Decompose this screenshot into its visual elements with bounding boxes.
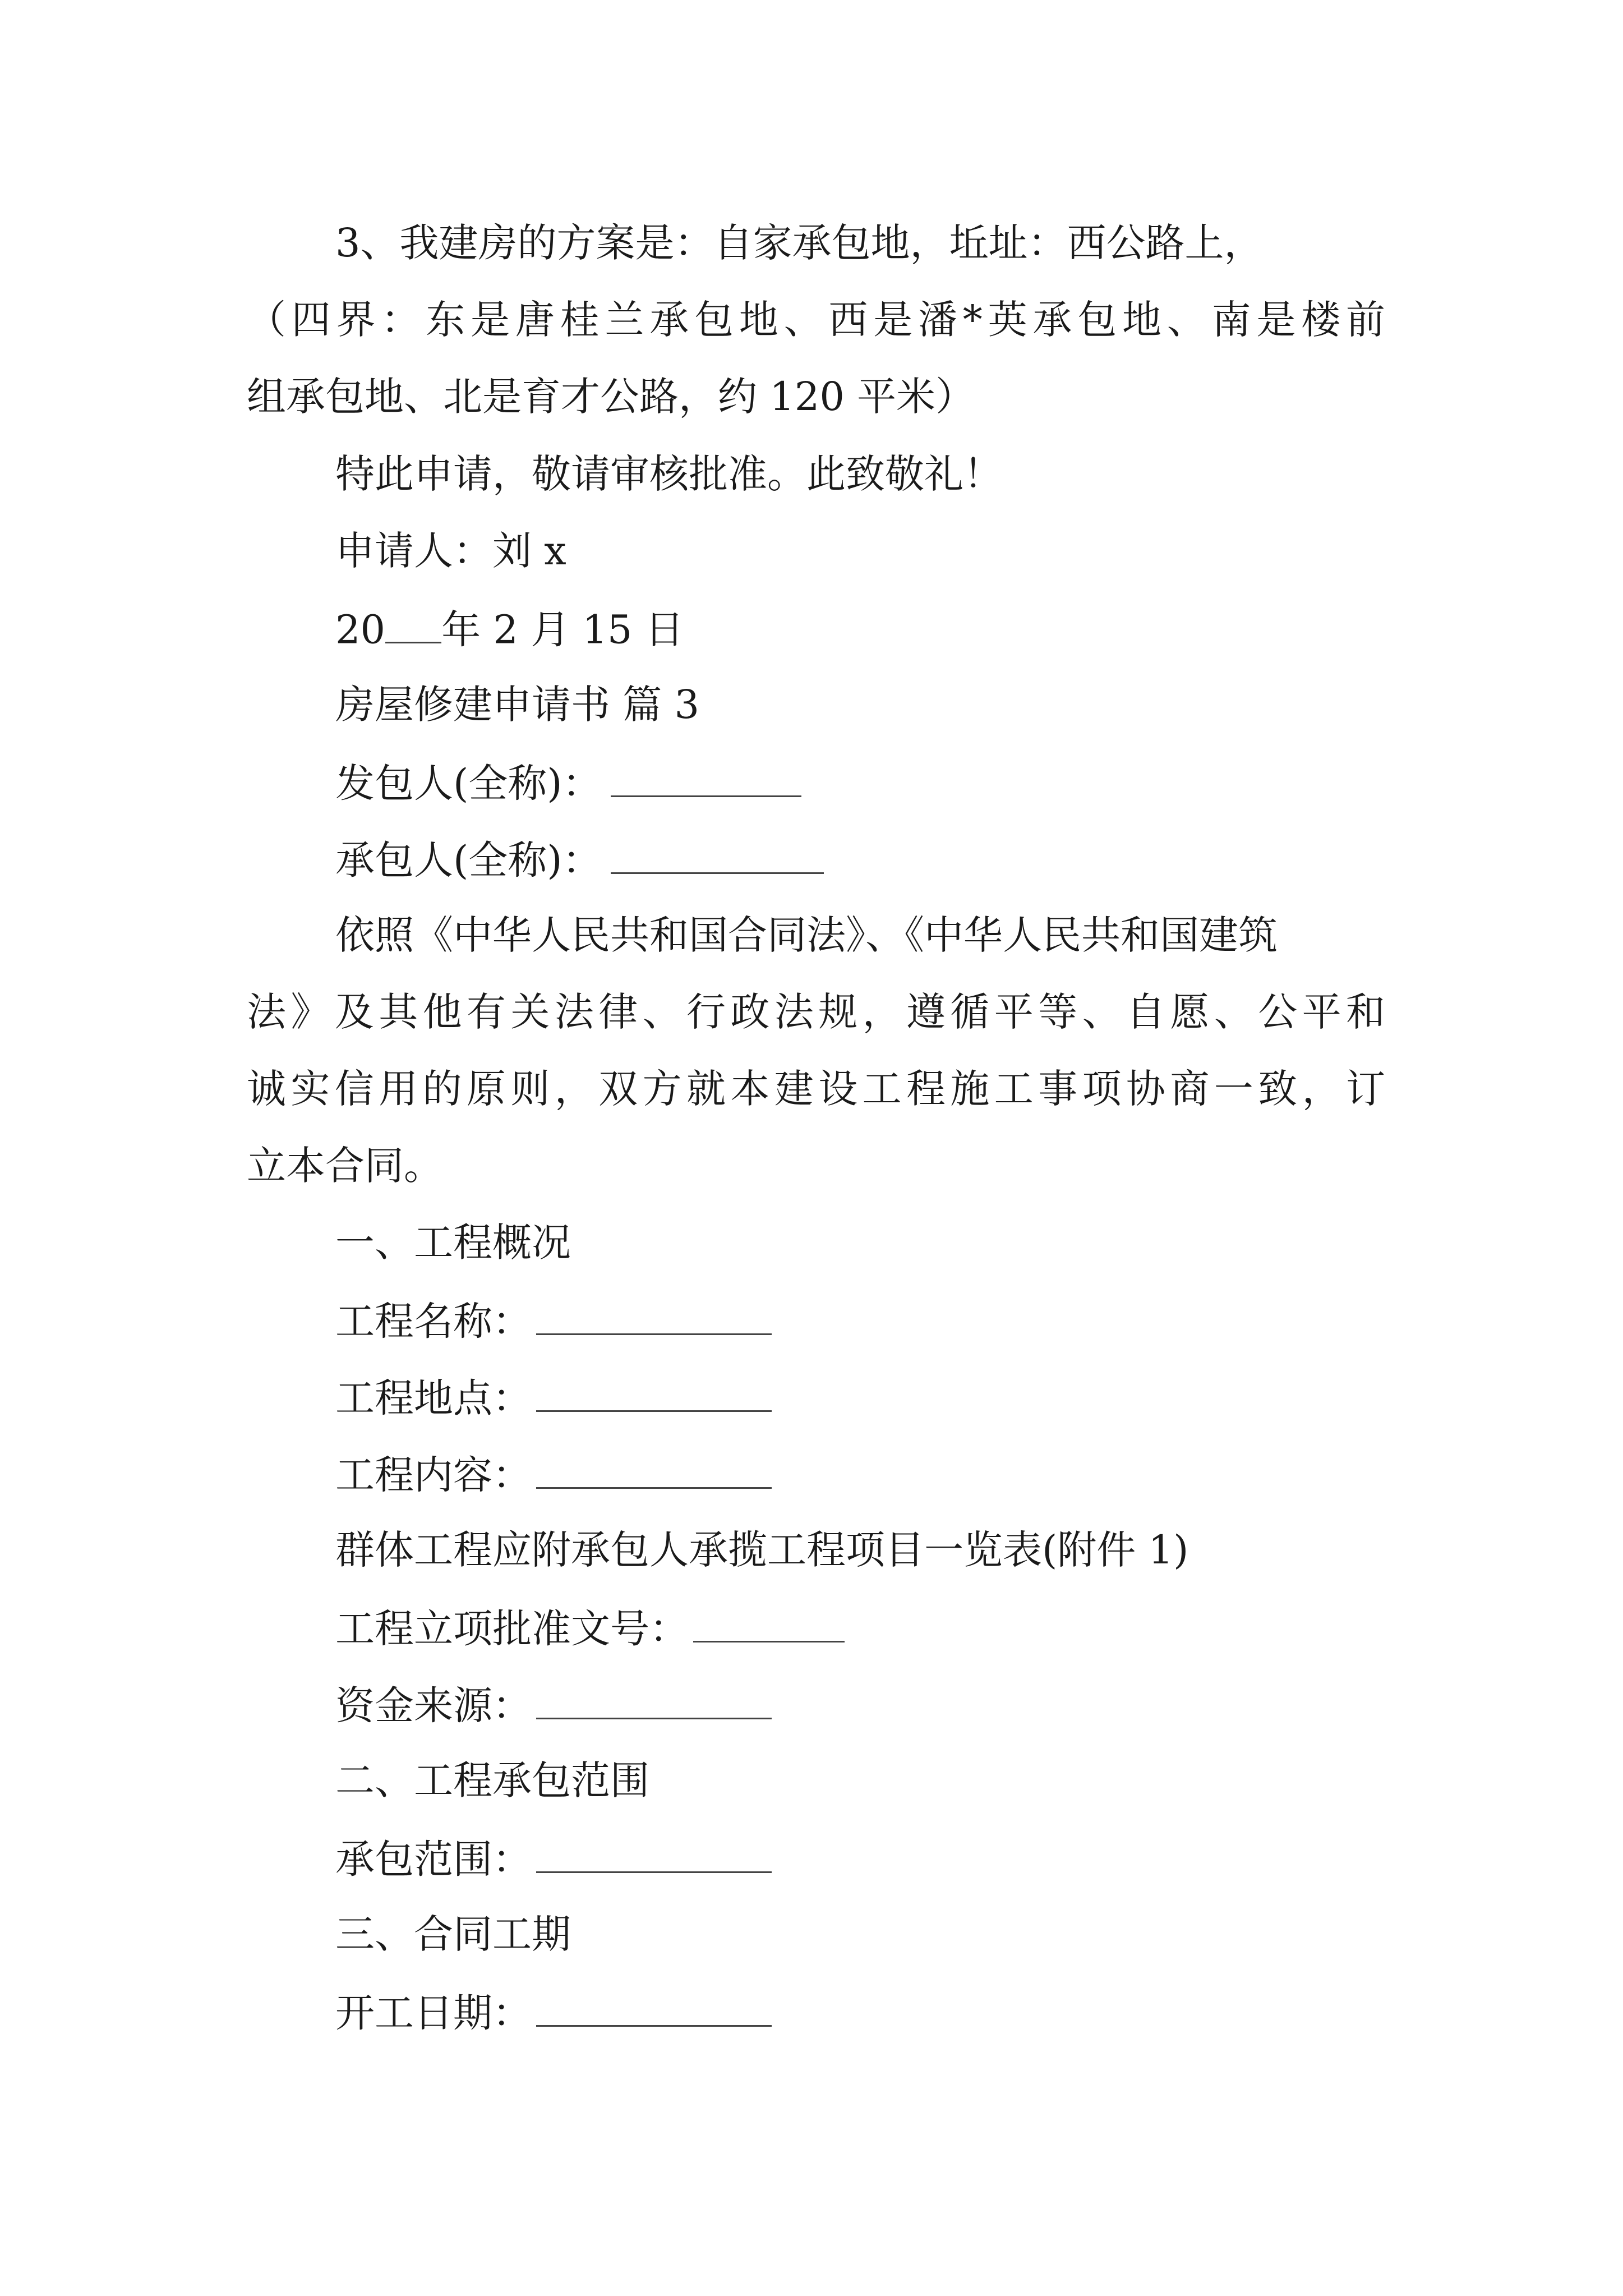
- start-date-field: [335, 1990, 772, 2036]
- paragraph-text: 3、我建房的方案是：自家承包地，坵址：西公路上，: [335, 220, 1264, 266]
- applicant-text: 申请人：刘 x: [335, 528, 566, 574]
- heading-text: 三、合同工期: [335, 1911, 571, 1957]
- preamble-line: [335, 912, 1278, 958]
- preamble-line: [247, 989, 1385, 1035]
- date-prefix: 20: [335, 606, 386, 653]
- funding-field: [335, 1682, 772, 1729]
- heading-scope: [335, 1757, 649, 1803]
- contractor-label: 承包人(全称)：: [335, 837, 602, 884]
- approval-no-label: 工程立项批准文号：: [335, 1605, 689, 1652]
- preamble-text: 依照《中华人民共和国合同法》、《中华人民共和国建筑: [335, 912, 1278, 958]
- preamble-text: 法》及其他有关法律、行政法规，遵循平等、自愿、公平和: [247, 989, 1385, 1035]
- heading-contract-period: [335, 1911, 571, 1957]
- heading-text: 一、工程概况: [335, 1220, 571, 1266]
- preamble-line: [247, 1066, 1385, 1112]
- paragraph-text: 组承包地、北是育才公路，约 120 平米）: [247, 374, 975, 420]
- section-title: [335, 682, 700, 728]
- approval-no-field: [335, 1605, 845, 1652]
- project-name-field: [335, 1298, 772, 1345]
- project-site-blank: [536, 1377, 772, 1412]
- heading-text: 二、工程承包范围: [335, 1757, 649, 1803]
- project-name-label: 工程名称：: [335, 1298, 532, 1345]
- applicant-line: [335, 528, 566, 574]
- start-date-blank: [536, 1991, 772, 2027]
- employer-blank: [611, 762, 801, 797]
- preamble-text: 立本合同。: [247, 1143, 443, 1189]
- paragraph-line: [335, 220, 1264, 266]
- scope-blank: [536, 1838, 772, 1873]
- section-title-text: 房屋修建申请书 篇 3: [335, 682, 700, 728]
- scope-label: 承包范围：: [335, 1836, 532, 1883]
- project-content-label: 工程内容：: [335, 1452, 532, 1498]
- attachment-note: [335, 1527, 1189, 1573]
- preamble-text: 诚实信用的原则，双方就本建设工程施工事项协商一致，订: [247, 1066, 1385, 1112]
- paragraph-line: [247, 297, 1385, 343]
- paragraph-text: （四界：东是唐桂兰承包地、西是潘*英承包地、南是楼前: [247, 297, 1385, 343]
- scope-field: [335, 1836, 772, 1883]
- closing-line: [335, 451, 1003, 497]
- closing-text: 特此申请，敬请审核批准。此致敬礼！: [335, 451, 1003, 497]
- date-blank: [385, 608, 441, 643]
- project-content-field: [335, 1452, 772, 1498]
- employer-label: 发包人(全称)：: [335, 760, 602, 807]
- project-name-blank: [536, 1300, 772, 1335]
- funding-label: 资金来源：: [335, 1682, 532, 1729]
- project-site-label: 工程地点：: [335, 1375, 532, 1421]
- paragraph-line: [247, 374, 975, 420]
- preamble-line: [247, 1143, 443, 1189]
- attachment-note-text: 群体工程应附承包人承揽工程项目一览表(附件 1): [335, 1527, 1189, 1573]
- project-content-blank: [536, 1453, 772, 1489]
- heading-project-overview: [335, 1220, 571, 1266]
- date-suffix: 年 2 月 15 日: [441, 606, 684, 653]
- date-line: [335, 606, 684, 653]
- contractor-blank: [611, 839, 824, 874]
- employer-field: [335, 760, 801, 807]
- approval-no-blank: [693, 1607, 845, 1642]
- contractor-field: [335, 837, 824, 884]
- start-date-label: 开工日期：: [335, 1990, 532, 2036]
- funding-blank: [536, 1684, 772, 1719]
- project-site-field: [335, 1375, 772, 1421]
